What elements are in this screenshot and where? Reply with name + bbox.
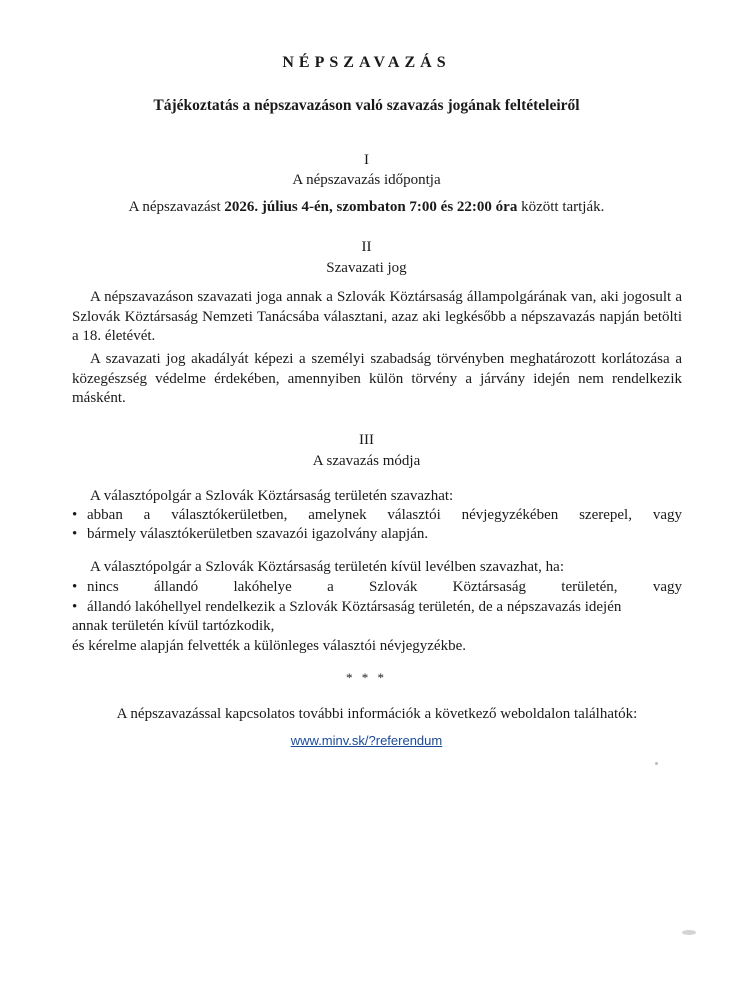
section-2-title: Szavazati jog — [326, 260, 407, 276]
list-item-text: abban a választókerületben, amelynek választói névjegyzékében szerepel, vagy — [87, 507, 682, 523]
section-3-number: III — [359, 432, 374, 448]
date-text-suffix: között tartják. — [517, 199, 605, 215]
section-2-paragraph-1: A népszavazáson szavazati joga annak a Szlovák Köztársaság állampolgárának van, aki jogosult a Szlovák Köztársaság Nemzeti Tanácsába választani, azaz aki legkésőbb a népszavazás napján betölti a 18. életévét. — [72, 289, 682, 344]
date-bold: 2026. július 4-én, szombaton 7:00 és 22:00 óra — [224, 199, 518, 215]
section-1-text — [0, 198, 733, 218]
section-3-intro-2: A választópolgár a Szlovák Köztársaság területén kívül levélben szavazhat, ha: — [90, 559, 564, 575]
list-item — [72, 506, 682, 526]
bullet-symbol: • — [72, 579, 78, 595]
info-text: A népszavazással kapcsolatos további információk a következő weboldalon találhatók: — [116, 706, 638, 722]
separator-stars: * * * — [346, 670, 387, 685]
list-item-text: bármely választókerületben szavazói igazolvány alapján. — [87, 526, 429, 542]
section-3-closing: és kérelme alapján felvették a különleges választói névjegyzékbe. — [72, 638, 466, 654]
section-2-paragraph-2: A szavazati jog akadályát képezi a személyi szabadság törvényben meghatározott korlátozása a közegészség védelme érdekében, amennyiben külön törvény a járvány idején nem rendelkezik másként. — [72, 351, 682, 406]
referendum-link[interactable]: www.minv.sk/?referendum — [290, 733, 443, 748]
scan-speck — [655, 762, 658, 765]
list-item-continuation: annak területén kívül tartózkodik, — [72, 618, 275, 634]
list-item — [72, 525, 682, 545]
date-text-prefix: A népszavazást — [128, 199, 225, 215]
document-title: NÉPSZAVAZÁS — [282, 54, 451, 71]
bullet-symbol: • — [72, 599, 78, 615]
section-3-intro-1: A választópolgár a Szlovák Köztársaság területén szavazhat: — [90, 488, 454, 504]
list-item — [72, 578, 682, 598]
section-1-number: I — [364, 152, 369, 168]
section-1-title: A népszavazás időpontja — [292, 172, 441, 188]
section-3-title: A szavazás módja — [312, 453, 421, 469]
bullet-symbol: • — [72, 526, 78, 542]
scan-smudge — [682, 930, 696, 935]
list-item — [72, 598, 682, 618]
bullet-symbol: • — [72, 507, 78, 523]
list-item-text: nincs állandó lakóhelye a Szlovák Köztársaság területén, vagy — [87, 579, 682, 595]
document-subtitle: Tájékoztatás a népszavazáson való szavazás jogának feltételeiről — [153, 97, 580, 114]
section-2-number: II — [361, 239, 372, 255]
list-item-text: állandó lakóhellyel rendelkezik a Szlovák Köztársaság területén, de a népszavazás idején — [87, 599, 622, 615]
